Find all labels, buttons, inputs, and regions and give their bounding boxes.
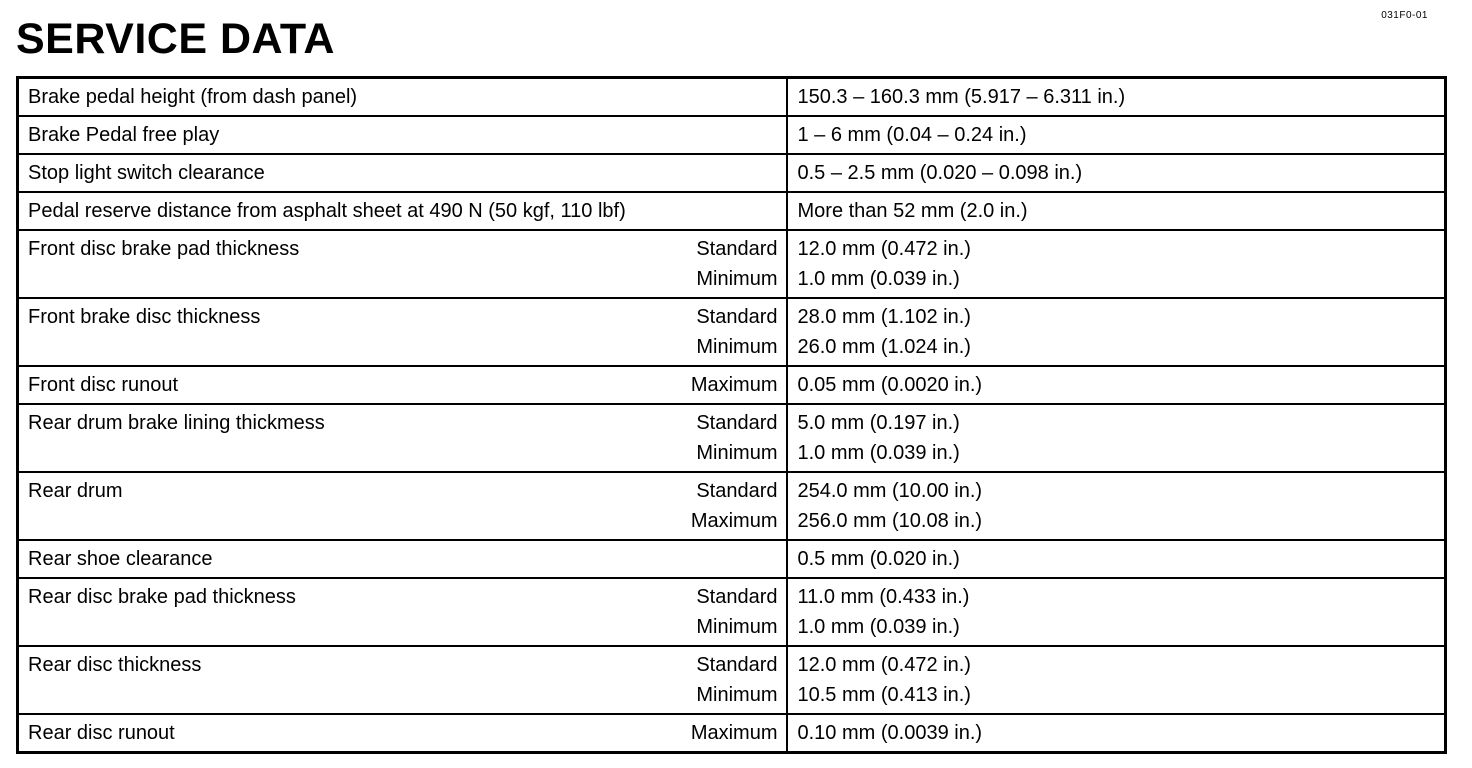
spec-condition-list	[696, 234, 777, 294]
spec-value-list	[798, 370, 1435, 400]
spec-item-wrap	[28, 582, 778, 642]
spec-value: 11.0 mm (0.433 in.)	[797, 586, 970, 608]
spec-condition-label: Standard	[696, 586, 778, 608]
table-row	[18, 646, 1446, 714]
spec-value-cell	[787, 472, 1446, 540]
spec-item-cell	[18, 366, 787, 404]
spec-value-list	[798, 650, 1435, 710]
service-data-table	[16, 76, 1447, 754]
spec-value-cell	[787, 366, 1446, 404]
spec-item-cell	[18, 404, 787, 472]
spec-value-cell	[787, 578, 1446, 646]
spec-value-list	[798, 582, 1435, 642]
table-row	[18, 366, 1446, 404]
spec-item-cell	[18, 78, 787, 117]
page-title: SERVICE DATA	[16, 15, 335, 63]
spec-value: 150.3 – 160.3 mm (5.917 – 6.311 in.)	[797, 86, 1126, 108]
table-row	[18, 116, 1446, 154]
spec-item-cell	[18, 154, 787, 192]
spec-value: 12.0 mm (0.472 in.)	[797, 238, 971, 260]
spec-value: 0.10 mm (0.0039 in.)	[797, 722, 983, 744]
spec-condition-list	[691, 476, 778, 536]
spec-condition-list	[691, 718, 778, 748]
spec-item-wrap	[28, 196, 778, 226]
spec-value-cell	[787, 192, 1446, 230]
spec-value: 0.5 – 2.5 mm (0.020 – 0.098 in.)	[797, 162, 1083, 184]
spec-value-list	[798, 234, 1435, 294]
spec-condition-list	[696, 408, 777, 468]
spec-condition-label: Standard	[696, 412, 778, 434]
spec-value: 12.0 mm (0.472 in.)	[797, 654, 971, 676]
spec-value-cell	[787, 298, 1446, 366]
spec-value-cell	[787, 78, 1446, 117]
spec-value-list	[798, 408, 1435, 468]
spec-value: 0.5 mm (0.020 in.)	[797, 548, 960, 570]
spec-value-cell	[787, 116, 1446, 154]
spec-item-wrap	[28, 718, 778, 748]
spec-item-cell	[18, 646, 787, 714]
spec-value: 1.0 mm (0.039 in.)	[797, 442, 960, 464]
spec-item-label: Rear disc runout	[28, 722, 175, 744]
spec-condition-list	[696, 650, 777, 710]
spec-value: 1.0 mm (0.039 in.)	[797, 616, 960, 638]
spec-value-list	[798, 196, 1435, 226]
spec-value: 10.5 mm (0.413 in.)	[797, 684, 971, 706]
spec-value: 28.0 mm (1.102 in.)	[797, 306, 971, 328]
spec-condition-label: Standard	[696, 654, 778, 676]
spec-value: 5.0 mm (0.197 in.)	[797, 412, 960, 434]
spec-item-wrap	[28, 120, 778, 150]
spec-item-wrap	[28, 650, 778, 710]
spec-item-label: Stop light switch clearance	[28, 162, 265, 184]
spec-condition-label: Minimum	[696, 684, 778, 706]
spec-value-cell	[787, 540, 1446, 578]
spec-value-cell	[787, 154, 1446, 192]
spec-item-label: Rear disc thickness	[28, 654, 202, 676]
spec-condition-list	[696, 582, 777, 642]
spec-value: 0.05 mm (0.0020 in.)	[797, 374, 983, 396]
spec-item-cell	[18, 192, 787, 230]
table-row	[18, 540, 1446, 578]
spec-condition-label: Minimum	[696, 442, 778, 464]
spec-item-cell	[18, 714, 787, 753]
spec-value-cell	[787, 714, 1446, 753]
spec-item-label: Front brake disc thickness	[28, 306, 261, 328]
spec-item-cell	[18, 116, 787, 154]
document-code: 031F0-01	[1381, 10, 1428, 21]
spec-item-cell	[18, 230, 787, 298]
spec-value: 256.0 mm (10.08 in.)	[797, 510, 983, 532]
spec-condition-list	[691, 370, 778, 400]
spec-condition-label: Standard	[696, 480, 778, 502]
spec-item-wrap	[28, 82, 778, 112]
table-row	[18, 230, 1446, 298]
spec-item-wrap	[28, 544, 778, 574]
spec-item-wrap	[28, 408, 778, 468]
spec-condition-label: Minimum	[696, 616, 778, 638]
spec-item-wrap	[28, 476, 778, 536]
spec-item-label: Brake Pedal free play	[28, 124, 220, 146]
table-row	[18, 78, 1446, 117]
spec-value: 26.0 mm (1.024 in.)	[797, 336, 971, 358]
spec-value-list	[798, 544, 1435, 574]
spec-item-label: Front disc brake pad thickness	[28, 238, 300, 260]
spec-item-label: Front disc runout	[28, 374, 179, 396]
table-row	[18, 154, 1446, 192]
spec-item-cell	[18, 578, 787, 646]
spec-value: 1.0 mm (0.039 in.)	[797, 268, 960, 290]
spec-item-label: Rear disc brake pad thickness	[28, 586, 296, 608]
spec-condition-list	[696, 302, 777, 362]
spec-item-label: Rear shoe clearance	[28, 548, 213, 570]
spec-condition-label: Maximum	[690, 374, 778, 396]
spec-item-label: Rear drum brake lining thickmess	[28, 412, 325, 434]
spec-value-cell	[787, 230, 1446, 298]
spec-item-cell	[18, 540, 787, 578]
service-data-table-body	[18, 78, 1446, 753]
spec-value-list	[798, 158, 1435, 188]
spec-item-label: Rear drum	[28, 480, 123, 502]
spec-value-list	[798, 120, 1435, 150]
table-row	[18, 404, 1446, 472]
spec-value-list	[798, 302, 1435, 362]
spec-value: 1 – 6 mm (0.04 – 0.24 in.)	[797, 124, 1027, 146]
spec-condition-label: Maximum	[690, 722, 778, 744]
spec-condition-label: Maximum	[690, 510, 778, 532]
spec-value: 254.0 mm (10.00 in.)	[797, 480, 983, 502]
spec-value-cell	[787, 404, 1446, 472]
spec-item-wrap	[28, 234, 778, 294]
spec-condition-label: Minimum	[696, 268, 778, 290]
spec-value-list	[798, 82, 1435, 112]
spec-value-cell	[787, 646, 1446, 714]
spec-item-cell	[18, 472, 787, 540]
spec-value: More than 52 mm (2.0 in.)	[797, 200, 1028, 222]
spec-item-wrap	[28, 302, 778, 362]
spec-item-cell	[18, 298, 787, 366]
table-row	[18, 192, 1446, 230]
spec-condition-label: Minimum	[696, 336, 778, 358]
spec-item-wrap	[28, 158, 778, 188]
table-row	[18, 714, 1446, 753]
spec-value-list	[798, 476, 1435, 536]
table-row	[18, 298, 1446, 366]
spec-item-wrap	[28, 370, 778, 400]
spec-condition-label: Standard	[696, 306, 778, 328]
spec-value-list	[798, 718, 1435, 748]
spec-item-label: Pedal reserve distance from asphalt sheet at 490 N (50 kgf, 110 lbf)	[28, 200, 626, 222]
table-row	[18, 578, 1446, 646]
spec-condition-label: Standard	[696, 238, 778, 260]
table-row	[18, 472, 1446, 540]
spec-item-label: Brake pedal height (from dash panel)	[28, 86, 358, 108]
